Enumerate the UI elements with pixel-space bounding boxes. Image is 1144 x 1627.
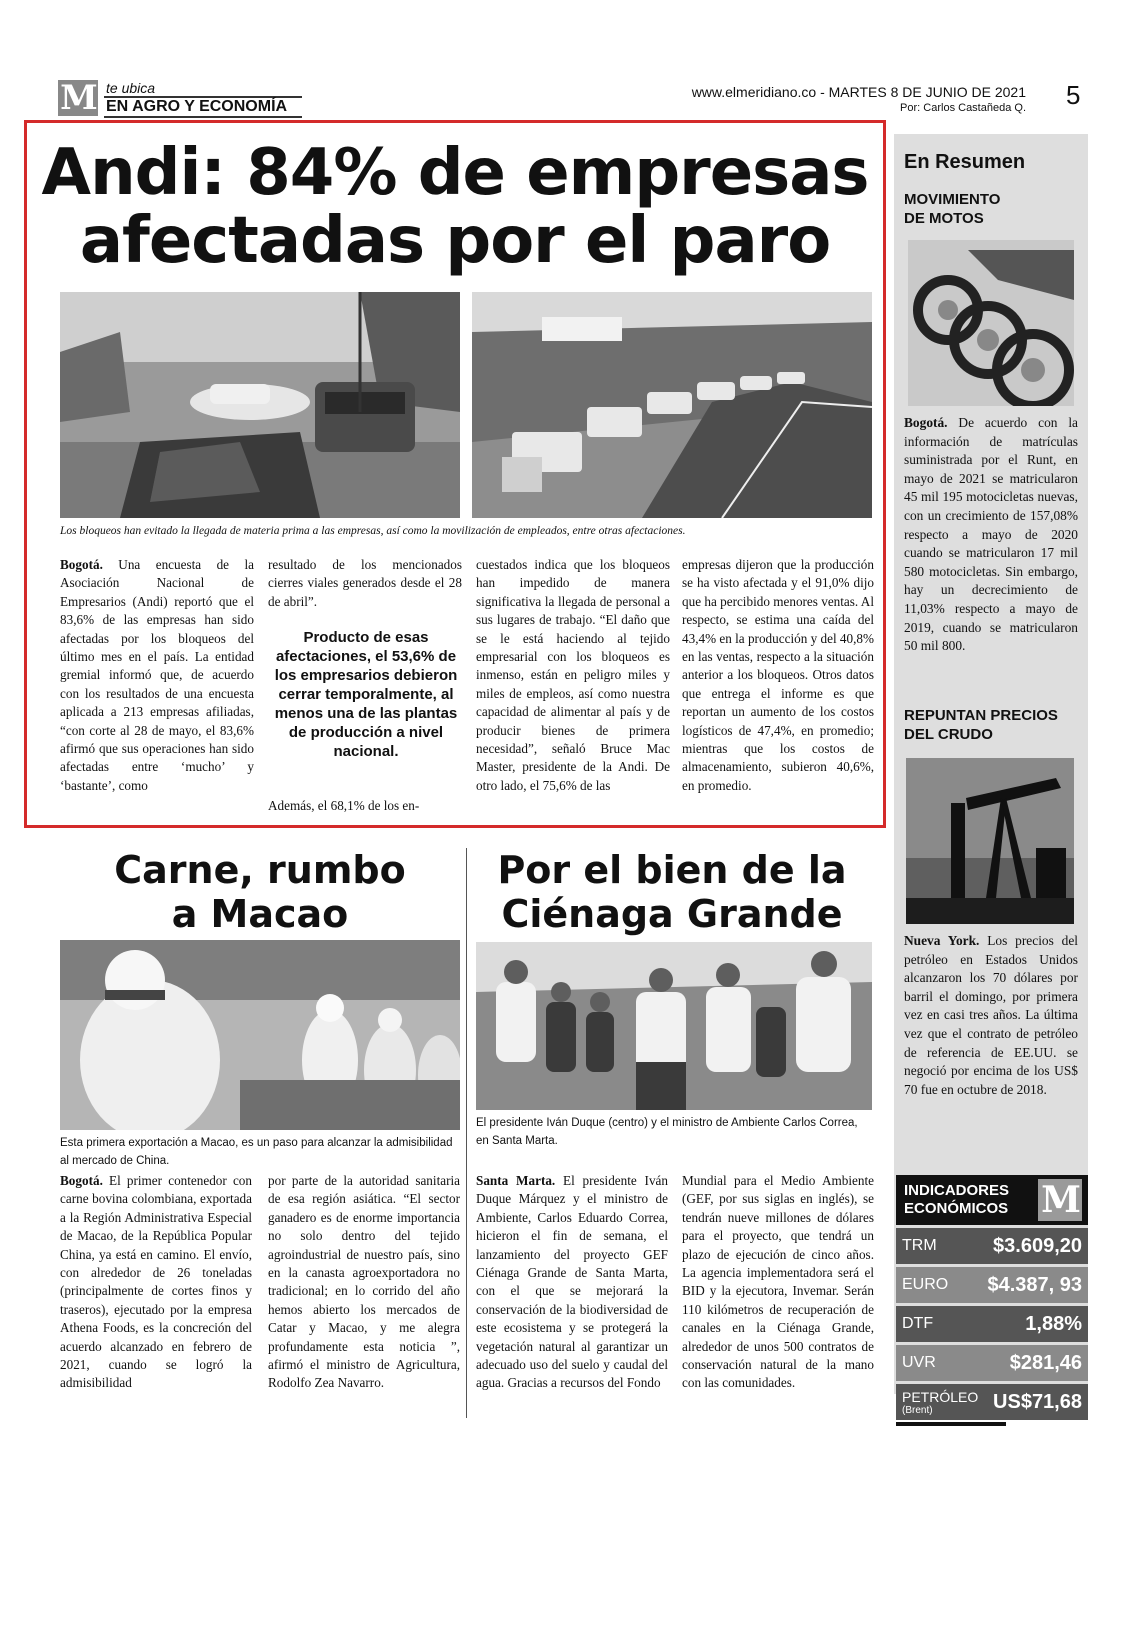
carne-photo-caption: Esta primera exportación a Macao, es un paso para alcanzar la admisibilidad al mercado de China. bbox=[60, 1137, 453, 1167]
sidebar-item-1-head-line-1: MOVIMIENTO bbox=[904, 191, 1001, 208]
carne-article-col-1 bbox=[60, 1172, 252, 1393]
indicator-label: TRM bbox=[902, 1237, 937, 1254]
economic-indicators-box bbox=[896, 1175, 1088, 1426]
roadblock-photo-image bbox=[60, 292, 460, 518]
carne-headline-line-1: Carne, rumbo bbox=[114, 848, 406, 892]
sidebar-item-1-dateline: Bogotá. bbox=[904, 415, 948, 430]
indicator-value: $4.387, 93 bbox=[987, 1274, 1082, 1296]
indicators-title-line-2: ECONÓMICOS bbox=[904, 1200, 1009, 1217]
indicator-row-petroleo bbox=[896, 1384, 1088, 1420]
sidebar-title: En Resumen bbox=[904, 151, 1026, 173]
carne-article-col-1-text: El primer contenedor con carne bovina colombiana, exportada a la Región Administrativa Especial de Macao, de la República Popular China, ya está en camino. El envío, con alrededor de 26 toneladas (principalmente de cortes finos y traseros), ejecutado por la empresa Athena Foods, es la concreción del acuerdo alcanzado en febrero de 2021, cuando se logró la admisibilidad bbox=[60, 1173, 252, 1391]
indicator-label: PETRÓLEO bbox=[902, 1389, 979, 1405]
indicator-sublabel: (Brent) bbox=[902, 1405, 933, 1416]
trucks-photo bbox=[472, 292, 872, 518]
indicator-label: EURO bbox=[902, 1276, 949, 1293]
meat-plant-photo bbox=[60, 940, 460, 1130]
section-name: EN AGRO Y ECONOMÍA bbox=[106, 98, 288, 115]
main-article-col-4: empresas dijeron que la producción se ha visto afectada y el 91,0% dijo que ha percibido menores ventas. Al respecto, se estima una caída del 43,4% en la producción y del 40,8% en las ventas, respecto a la situación anterior a los bloqueos. Otros datos que entrega el informe es que reportan un aumento de los costos logísticos de 47,4%, en promedio; mientras que los costos de almacenamiento, subieron 40,6%, en promedio. bbox=[682, 557, 874, 793]
page-number: 5 bbox=[1066, 80, 1081, 110]
cienaga-article-col-1-text: El presidente Iván Duque Márquez y el ministro de Ambiente, Carlos Eduardo Correa, hicieron el fin de semana, el lanzamiento del proyecto GEF Ciénaga Grande de Santa Marta, con el que se mejorará la conservación de la biodiversidad de este ecosistema y se protegerá la vegetación natural al garantizar un adecuado uso del suelo y caudal del agua. Gracias a recursos del Fondo bbox=[476, 1173, 668, 1391]
carne-article-dateline: Bogotá. bbox=[60, 1173, 103, 1188]
meat-plant-photo-image bbox=[60, 940, 460, 1130]
cienaga-article-dateline: Santa Marta. bbox=[476, 1173, 556, 1188]
logo-tagline: te ubica bbox=[106, 80, 156, 96]
main-headline-line-2: afectadas por el paro bbox=[79, 204, 831, 278]
indicator-value: US$71,68 bbox=[993, 1391, 1082, 1413]
indicator-value: 1,88% bbox=[1025, 1313, 1082, 1335]
indicator-row-trm bbox=[896, 1228, 1088, 1264]
roadblock-photo bbox=[60, 292, 460, 518]
main-article-dateline: Bogotá. bbox=[60, 557, 103, 572]
cienaga-article-col-1 bbox=[476, 1172, 668, 1393]
indicator-row-euro bbox=[896, 1267, 1088, 1303]
carne-article-col-2: por parte de la autoridad sanitaria de esa región asiática. “El sector ganadero es de enorme importancia no solo dentro del tejido agroindustrial de nuestro país, sino en la canasta agroexportadora no tradicional; en lo corrido del año hemos abierto los mercados de Catar y Macao, y me alegra profundamente esta noticia ”, afirmó el ministro de Agricultura, Rodolfo Zea Navarro. bbox=[268, 1173, 460, 1391]
oil-pump-photo bbox=[906, 758, 1074, 924]
main-headline-line-1: Andi: 84% de empresas bbox=[41, 136, 869, 210]
main-article-col-2-bottom: Además, el 68,1% de los en- bbox=[268, 798, 420, 813]
main-article-col-1-text: Una encuesta de la Asociación Nacional de Empresarios (Andi) reportó que el 83,6% de las empresas han sido afectadas por los bloqueos del último mes en el país. La entidad gremial informó que, de acuerdo con los resultados de una encuesta aplicada a 213 empresas afiliadas, “con corte al 28 de mayo, el 83,6% afirmó que sus operaciones han sido afectadas entre ‘mucho’ y ‘bastante’, como bbox=[60, 557, 254, 793]
duque-photo bbox=[476, 942, 872, 1110]
sidebar-item-2-text bbox=[904, 932, 1078, 1099]
indicator-value: $3.609,20 bbox=[993, 1235, 1082, 1257]
sidebar-item-2-body: Los precios del petróleo en Estados Unidos alcanzaron los 70 dólares por barril el domingo, por primera vez en casi tres años. La última vez que el contrato de petróleo de referencia de EE.UU. se negoció por encima de los US$ 70 fue en octubre de 2018. bbox=[904, 933, 1079, 1097]
indicator-value: $281,46 bbox=[1009, 1352, 1082, 1374]
duque-photo-image bbox=[476, 942, 872, 1110]
sidebar-item-1-body: De acuerdo con la información de matrículas suministrada por el Runt, en mayo de 2021 se matricularon 45 mil 195 motocicletas nuevas, con un crecimiento de 157,08% respecto a mayo de 2020 cuando se matricularon 17 mil 580 motocicletas. Sin embargo, hay un decrecimiento de 11,03% respecto a mayo de 2019, cuando se matricularon 50 mil 800. bbox=[904, 415, 1078, 654]
indicators-title-line-1: INDICADORES bbox=[904, 1182, 1010, 1199]
cienaga-headline-line-2: Ciénaga Grande bbox=[501, 892, 843, 936]
oil-pump-photo-image bbox=[906, 758, 1074, 924]
indicators-header bbox=[896, 1175, 1088, 1225]
indicators-logo: M bbox=[1038, 1179, 1082, 1221]
indicator-label: UVR bbox=[902, 1354, 936, 1371]
header-rule-bottom bbox=[104, 116, 302, 118]
indicator-label: DTF bbox=[902, 1315, 934, 1332]
sidebar-item-1-head-line-2: DE MOTOS bbox=[904, 210, 984, 227]
motorcycles-photo-image bbox=[908, 240, 1074, 406]
sidebar-item-2-head-line-1: REPUNTAN PRECIOS bbox=[904, 707, 1058, 724]
column-divider bbox=[466, 848, 467, 1418]
indicators-footer-bar bbox=[896, 1422, 1006, 1426]
main-article-col-3: cuestados indica que los bloqueos han impedido de manera significativa la llegada de personal a sus lugares de trabajo. “El daño que se le está haciendo al tejido empresarial con los bloqueos es inmenso, están en peligro miles y miles de empleos, así como nuestra capacidad de alimentar al país y de producir bienes de primera necesidad”, señaló Bruce Mac Master, presidente de la Andi. De otro lado, el 75,6% de las bbox=[476, 557, 670, 793]
sidebar-item-1-text bbox=[904, 414, 1078, 656]
byline: Por: Carlos Castañeda Q. bbox=[900, 102, 1026, 114]
main-photo-caption: Los bloqueos han evitado la llegada de materia prima a las empresas, así como la movilización de empleados, entre otras afectaciones. bbox=[60, 525, 686, 537]
carne-headline-line-2: a Macao bbox=[171, 892, 349, 936]
cienaga-headline-line-1: Por el bien de la bbox=[497, 848, 847, 892]
main-article-col-2-top: resultado de los mencionados cierres viales generados desde el 28 de abril”. bbox=[268, 557, 462, 609]
indicator-row-uvr bbox=[896, 1345, 1088, 1381]
dateline: www.elmeridiano.co - MARTES 8 DE JUNIO DE 2021 bbox=[691, 84, 1026, 100]
trucks-photo-image bbox=[472, 292, 872, 518]
cienaga-article-col-2: Mundial para el Medio Ambiente (GEF, por sus siglas en inglés), se tendrán nueve millones de dólares para el proyecto, que tendrá un plazo de ejecución de cinco años. La agencia implementadora será el BID y la ejecutora, Invemar. Serán 110 kilómetros de recuperación de canales en la Ciénaga Grande, alrededor de unos 500 contratos de conservación natural de la mano con las comunidades. bbox=[682, 1173, 874, 1391]
indicator-row-dtf bbox=[896, 1306, 1088, 1342]
main-article-col-1 bbox=[60, 556, 254, 795]
sidebar-item-2-dateline: Nueva York. bbox=[904, 933, 980, 948]
main-article-pullquote: Producto de esas afectaciones, el 53,6% de los empresarios debieron cerrar temporalmente, al menos una de las plantas de producción a nivel nacional. bbox=[274, 629, 458, 760]
newspaper-logo: M bbox=[58, 80, 98, 116]
cienaga-photo-caption: El presidente Iván Duque (centro) y el ministro de Ambiente Carlos Correa, en Santa Marta. bbox=[476, 1117, 858, 1147]
motorcycles-photo bbox=[908, 240, 1074, 406]
sidebar-item-2-head-line-2: DEL CRUDO bbox=[904, 726, 993, 743]
